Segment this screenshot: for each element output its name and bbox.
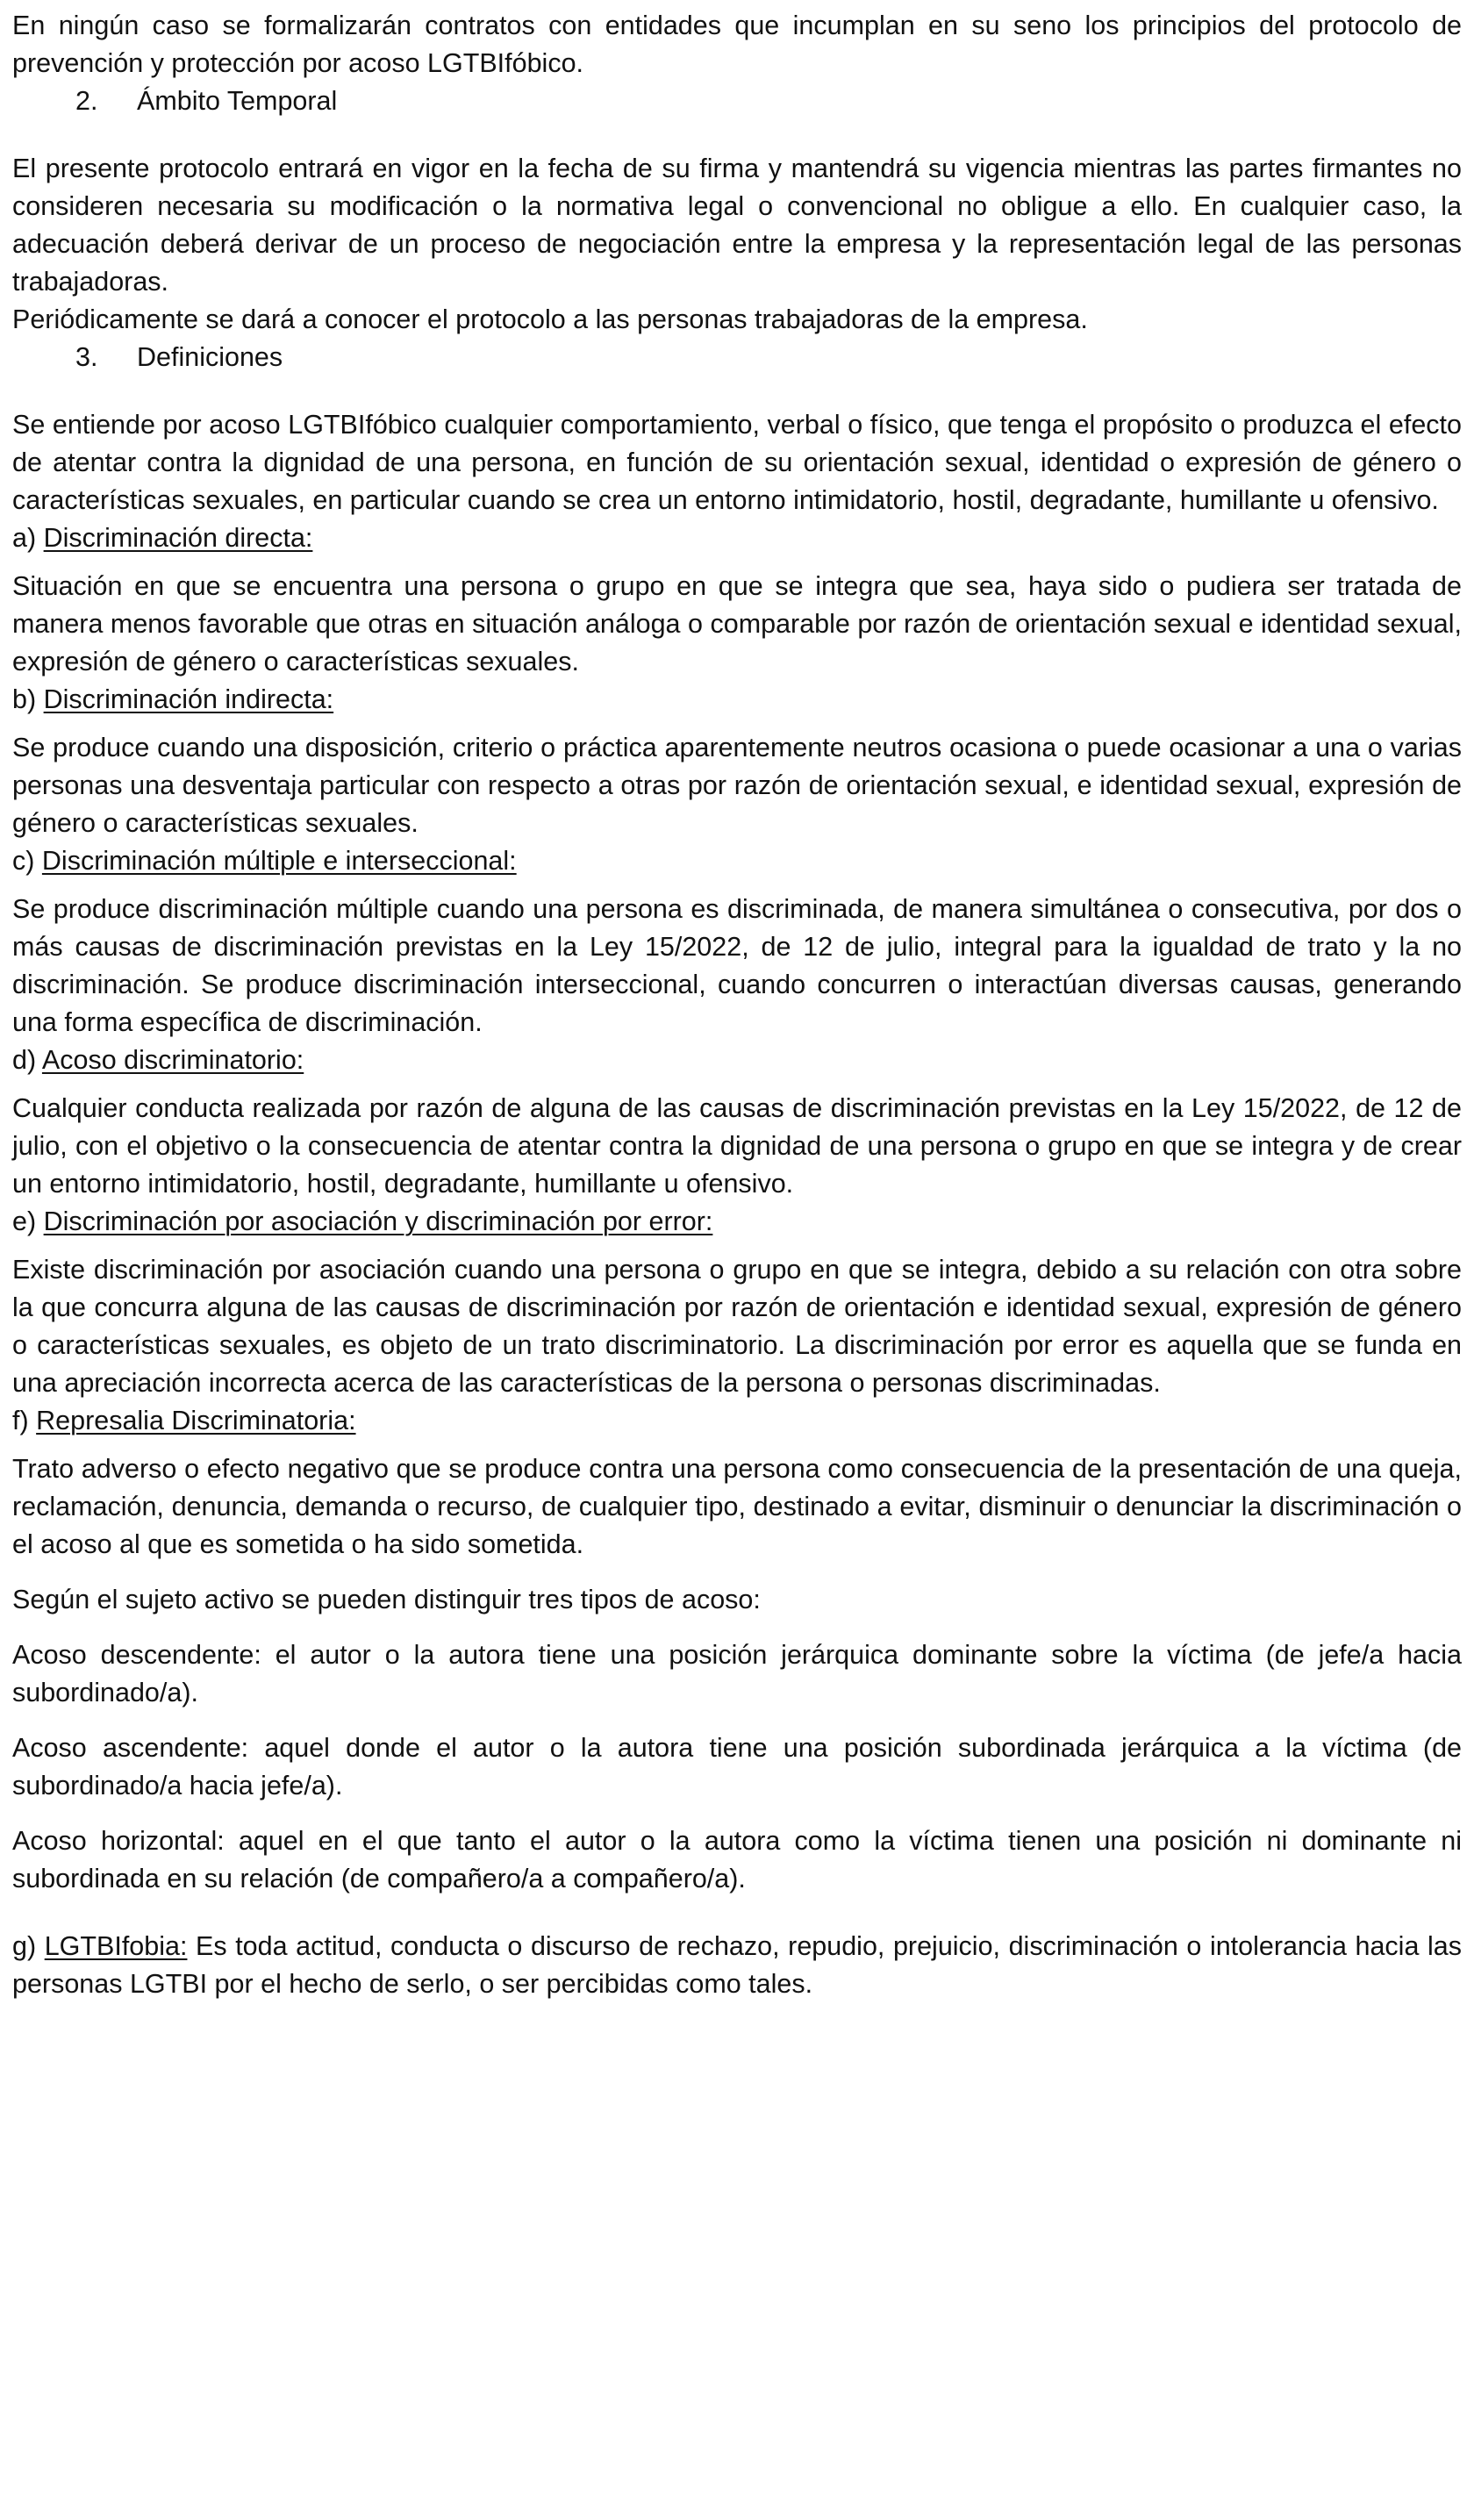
definition-a-heading <box>12 519 1462 557</box>
definition-letter: a) <box>12 523 37 553</box>
definition-term: Discriminación por asociación y discriminación por error: <box>43 1206 713 1236</box>
section-3-number: 3. <box>75 342 98 372</box>
section-2-paragraph-1: El presente protocolo entrará en vigor en la fecha de su firma y mantendrá su vigencia mientras las partes firmantes no consideren necesaria su modificación o la normativa legal o convencional no obligue a ello. En cualquier caso, la adecuación deberá derivar de un proceso de negociación entre la empresa y la representación legal de las personas trabajadoras. <box>12 154 1462 297</box>
definition-term: Discriminación indirecta: <box>43 684 334 714</box>
definition-letter: d) <box>12 1045 37 1075</box>
definition-d-text: Cualquier conducta realizada por razón de alguna de las causas de discriminación previstas en la Ley 15/2022, de 12 de julio, con el objetivo o la consecuencia de atentar contra la dignidad de una persona o grupo en que se integra y de crear un entorno intimidatorio, hostil, degradante, humillante u ofensivo. <box>12 1093 1462 1199</box>
definition-letter: b) <box>12 684 37 714</box>
definition-b-text: Se produce cuando una disposición, criterio o práctica aparentemente neutros ocasiona o puede ocasionar a una o varias personas una desventaja particular con respecto a otras por razón de orientación sexual, e identidad sexual, expresión de género o características sexuales. <box>12 733 1462 838</box>
section-3-intro: Se entiende por acoso LGTBIfóbico cualquier comportamiento, verbal o físico, que tenga el propósito o produzca el efecto de atentar contra la dignidad de una persona, en función de su orientación sexual, identidad o expresión de género o características sexuales, en particular cuando se crea un entorno intimidatorio, hostil, degradante, humillante u ofensivo. <box>12 410 1462 515</box>
definition-letter: e) <box>12 1206 37 1236</box>
definition-d-heading <box>12 1042 1462 1079</box>
definition-c-heading <box>12 842 1462 880</box>
document-page <box>12 7 1462 2003</box>
definition-g-paragraph <box>12 1928 1462 2003</box>
definition-term: Discriminación múltiple e interseccional: <box>41 846 517 876</box>
harassment-type-descending: Acoso descendente: el autor o la autora tiene una posición jerárquica dominante sobre la víctima (de jefe/a hacia subordinado/a). <box>12 1640 1462 1707</box>
section-3-title: Definiciones <box>137 342 283 372</box>
definition-f-text: Trato adverso o efecto negativo que se produce contra una persona como consecuencia de la presentación de una queja, reclamación, denuncia, demanda o recurso, de cualquier tipo, destinado a evitar, disminuir o denunciar la discriminación o el acoso al que es sometida o ha sido sometida. <box>12 1454 1462 1559</box>
section-2-number: 2. <box>75 86 98 116</box>
definition-term: Acoso discriminatorio: <box>41 1045 304 1075</box>
definition-e-heading <box>12 1203 1462 1241</box>
definition-g-text: Es toda actitud, conducta o discurso de rechazo, repudio, prejuicio, discriminación o intolerancia hacia las personas LGTBI por el hecho de serlo, o ser percibidas como tales. <box>12 1931 1462 1999</box>
definition-term: LGTBIfobia: <box>44 1931 188 1961</box>
harassment-type-horizontal: Acoso horizontal: aquel en el que tanto el autor o la autora como la víctima tienen una posición ni dominante ni subordinada en su relación (de compañero/a a compañero/a). <box>12 1826 1462 1894</box>
definition-c-text: Se produce discriminación múltiple cuando una persona es discriminada, de manera simultánea o consecutiva, por dos o más causas de discriminación previstas en la Ley 15/2022, de 12 de julio, integral para la igualdad de trato y la no discriminación. Se produce discriminación interseccional, cuando concurren o interactúan diversas causas, generando una forma específica de discriminación. <box>12 894 1462 1037</box>
definition-letter: c) <box>12 846 35 876</box>
section-2-paragraph-2: Periódicamente se dará a conocer el protocolo a las personas trabajadoras de la empresa. <box>12 304 1088 334</box>
section-2-title: Ámbito Temporal <box>137 86 338 116</box>
harassment-type-ascending: Acoso ascendente: aquel donde el autor o la autora tiene una posición subordinada jerárquica a la víctima (de subordinado/a hacia jefe/a). <box>12 1733 1462 1801</box>
definition-term: Discriminación directa: <box>43 523 313 553</box>
definition-letter: g) <box>12 1931 37 1961</box>
section-2-heading <box>12 82 1462 120</box>
definition-e-text: Existe discriminación por asociación cuando una persona o grupo en que se integra, debido a su relación con otra sobre la que concurra alguna de las causas de discriminación por razón de orientación e identidad sexual, expresión de género o características sexuales, es objeto de un trato discriminatorio. La discriminación por error es aquella que se funda en una apreciación incorrecta acerca de las características de la persona o personas discriminadas. <box>12 1255 1462 1398</box>
intro-paragraph: En ningún caso se formalizarán contratos con entidades que incumplan en su seno los principios del protocolo de prevención y protección por acoso LGTBIfóbico. <box>12 11 1462 78</box>
definition-f-heading <box>12 1402 1462 1440</box>
harassment-types-intro: Según el sujeto activo se pueden distinguir tres tipos de acoso: <box>12 1585 761 1614</box>
definition-b-heading <box>12 681 1462 719</box>
section-3-heading <box>12 339 1462 376</box>
definition-a-text: Situación en que se encuentra una persona o grupo en que se integra que sea, haya sido o pudiera ser tratada de manera menos favorable que otras en situación análoga o comparable por razón de orientación sexual e identidad sexual, expresión de género o características sexuales. <box>12 571 1462 677</box>
definition-letter: f) <box>12 1406 29 1435</box>
definition-term: Represalia Discriminatoria: <box>36 1406 356 1435</box>
